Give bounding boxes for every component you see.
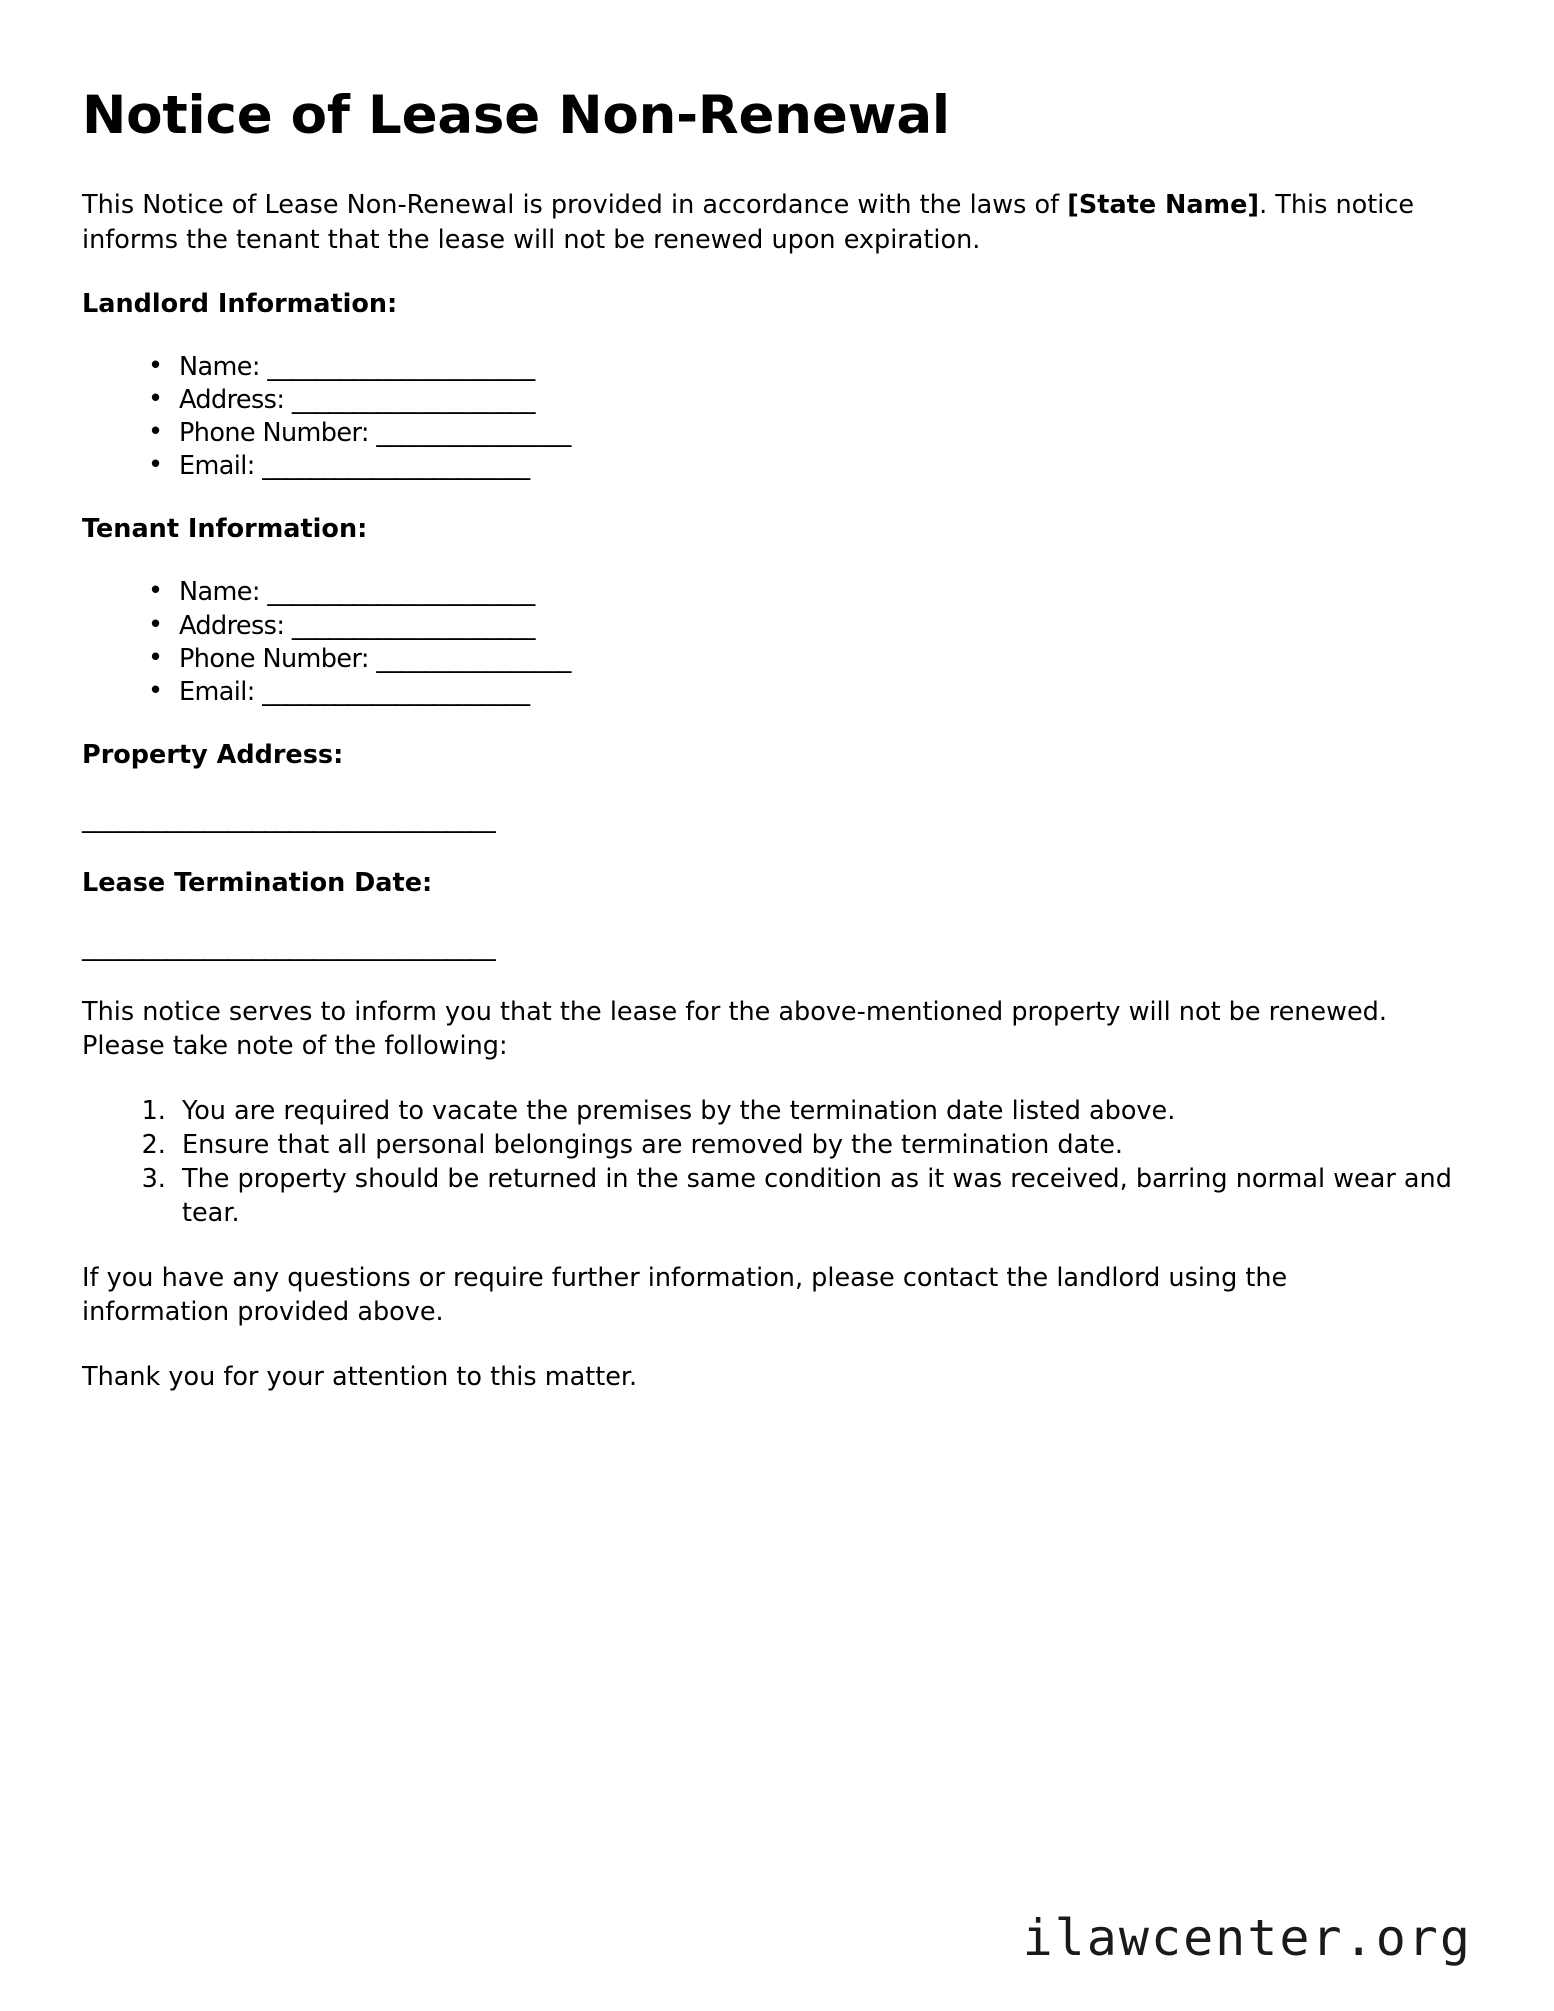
document-content [82,85,1482,1425]
footer-watermark: ilawcenter.org [1022,1909,1472,1967]
notice-instructions-list [82,1094,1482,1231]
list-item [148,576,1482,609]
landlord-name-field: Name: ______________________ [179,351,535,382]
lease-termination-date-blank-line: __________________________________ [82,931,496,962]
notice-body-paragraph: This notice serves to inform you that the lease for the above-mentioned property will not be renewed. Please take note of the following: [82,996,1387,1062]
list-item [148,450,1482,483]
intro-text-before: This Notice of Lease Non-Renewal is provided in accordance with the laws of [82,190,1068,221]
landlord-email-field: Email: ______________________ [179,451,530,482]
tenant-address-field: Address: ____________________ [179,610,535,641]
property-address-blank-line: __________________________________ [82,804,496,835]
landlord-field-list [82,351,1482,484]
property-address-heading: Property Address: [82,739,344,770]
list-item [148,643,1482,676]
list-item [148,384,1482,417]
intro-text-after: . This notice informs the tenant that the lease will not be renewed upon expiration. [82,190,1415,255]
list-item [148,417,1482,450]
tenant-email-field: Email: ______________________ [179,676,530,707]
landlord-phone-field: Phone Number: ________________ [179,417,571,448]
closing-paragraph: Thank you for your attention to this matter. [82,1361,638,1392]
lease-termination-date-heading: Lease Termination Date: [82,867,433,898]
list-item [148,610,1482,643]
list-item [148,351,1482,384]
tenant-field-list [82,576,1482,709]
landlord-information-heading: Landlord Information: [82,288,398,319]
tenant-name-field: Name: ______________________ [179,577,535,608]
list-item: 2. Ensure that all personal belongings are removed by the termination date. [174,1128,1472,1162]
list-item: 1. You are required to vacate the premises by the termination date listed above. [174,1094,1472,1128]
list-item [148,676,1482,709]
landlord-address-field: Address: ____________________ [179,384,535,415]
page-title: Notice of Lease Non-Renewal [82,85,950,146]
intro-state-placeholder: [State Name] [1067,190,1260,221]
list-item: 3. The property should be returned in the same condition as it was received, barring normal wear and tear. [174,1162,1472,1230]
contact-paragraph: If you have any questions or require further information, please contact the landlord using the information provided above. [82,1262,1288,1328]
tenant-information-heading: Tenant Information: [82,514,368,545]
intro-paragraph [82,188,1437,257]
tenant-phone-field: Phone Number: ________________ [179,643,571,674]
